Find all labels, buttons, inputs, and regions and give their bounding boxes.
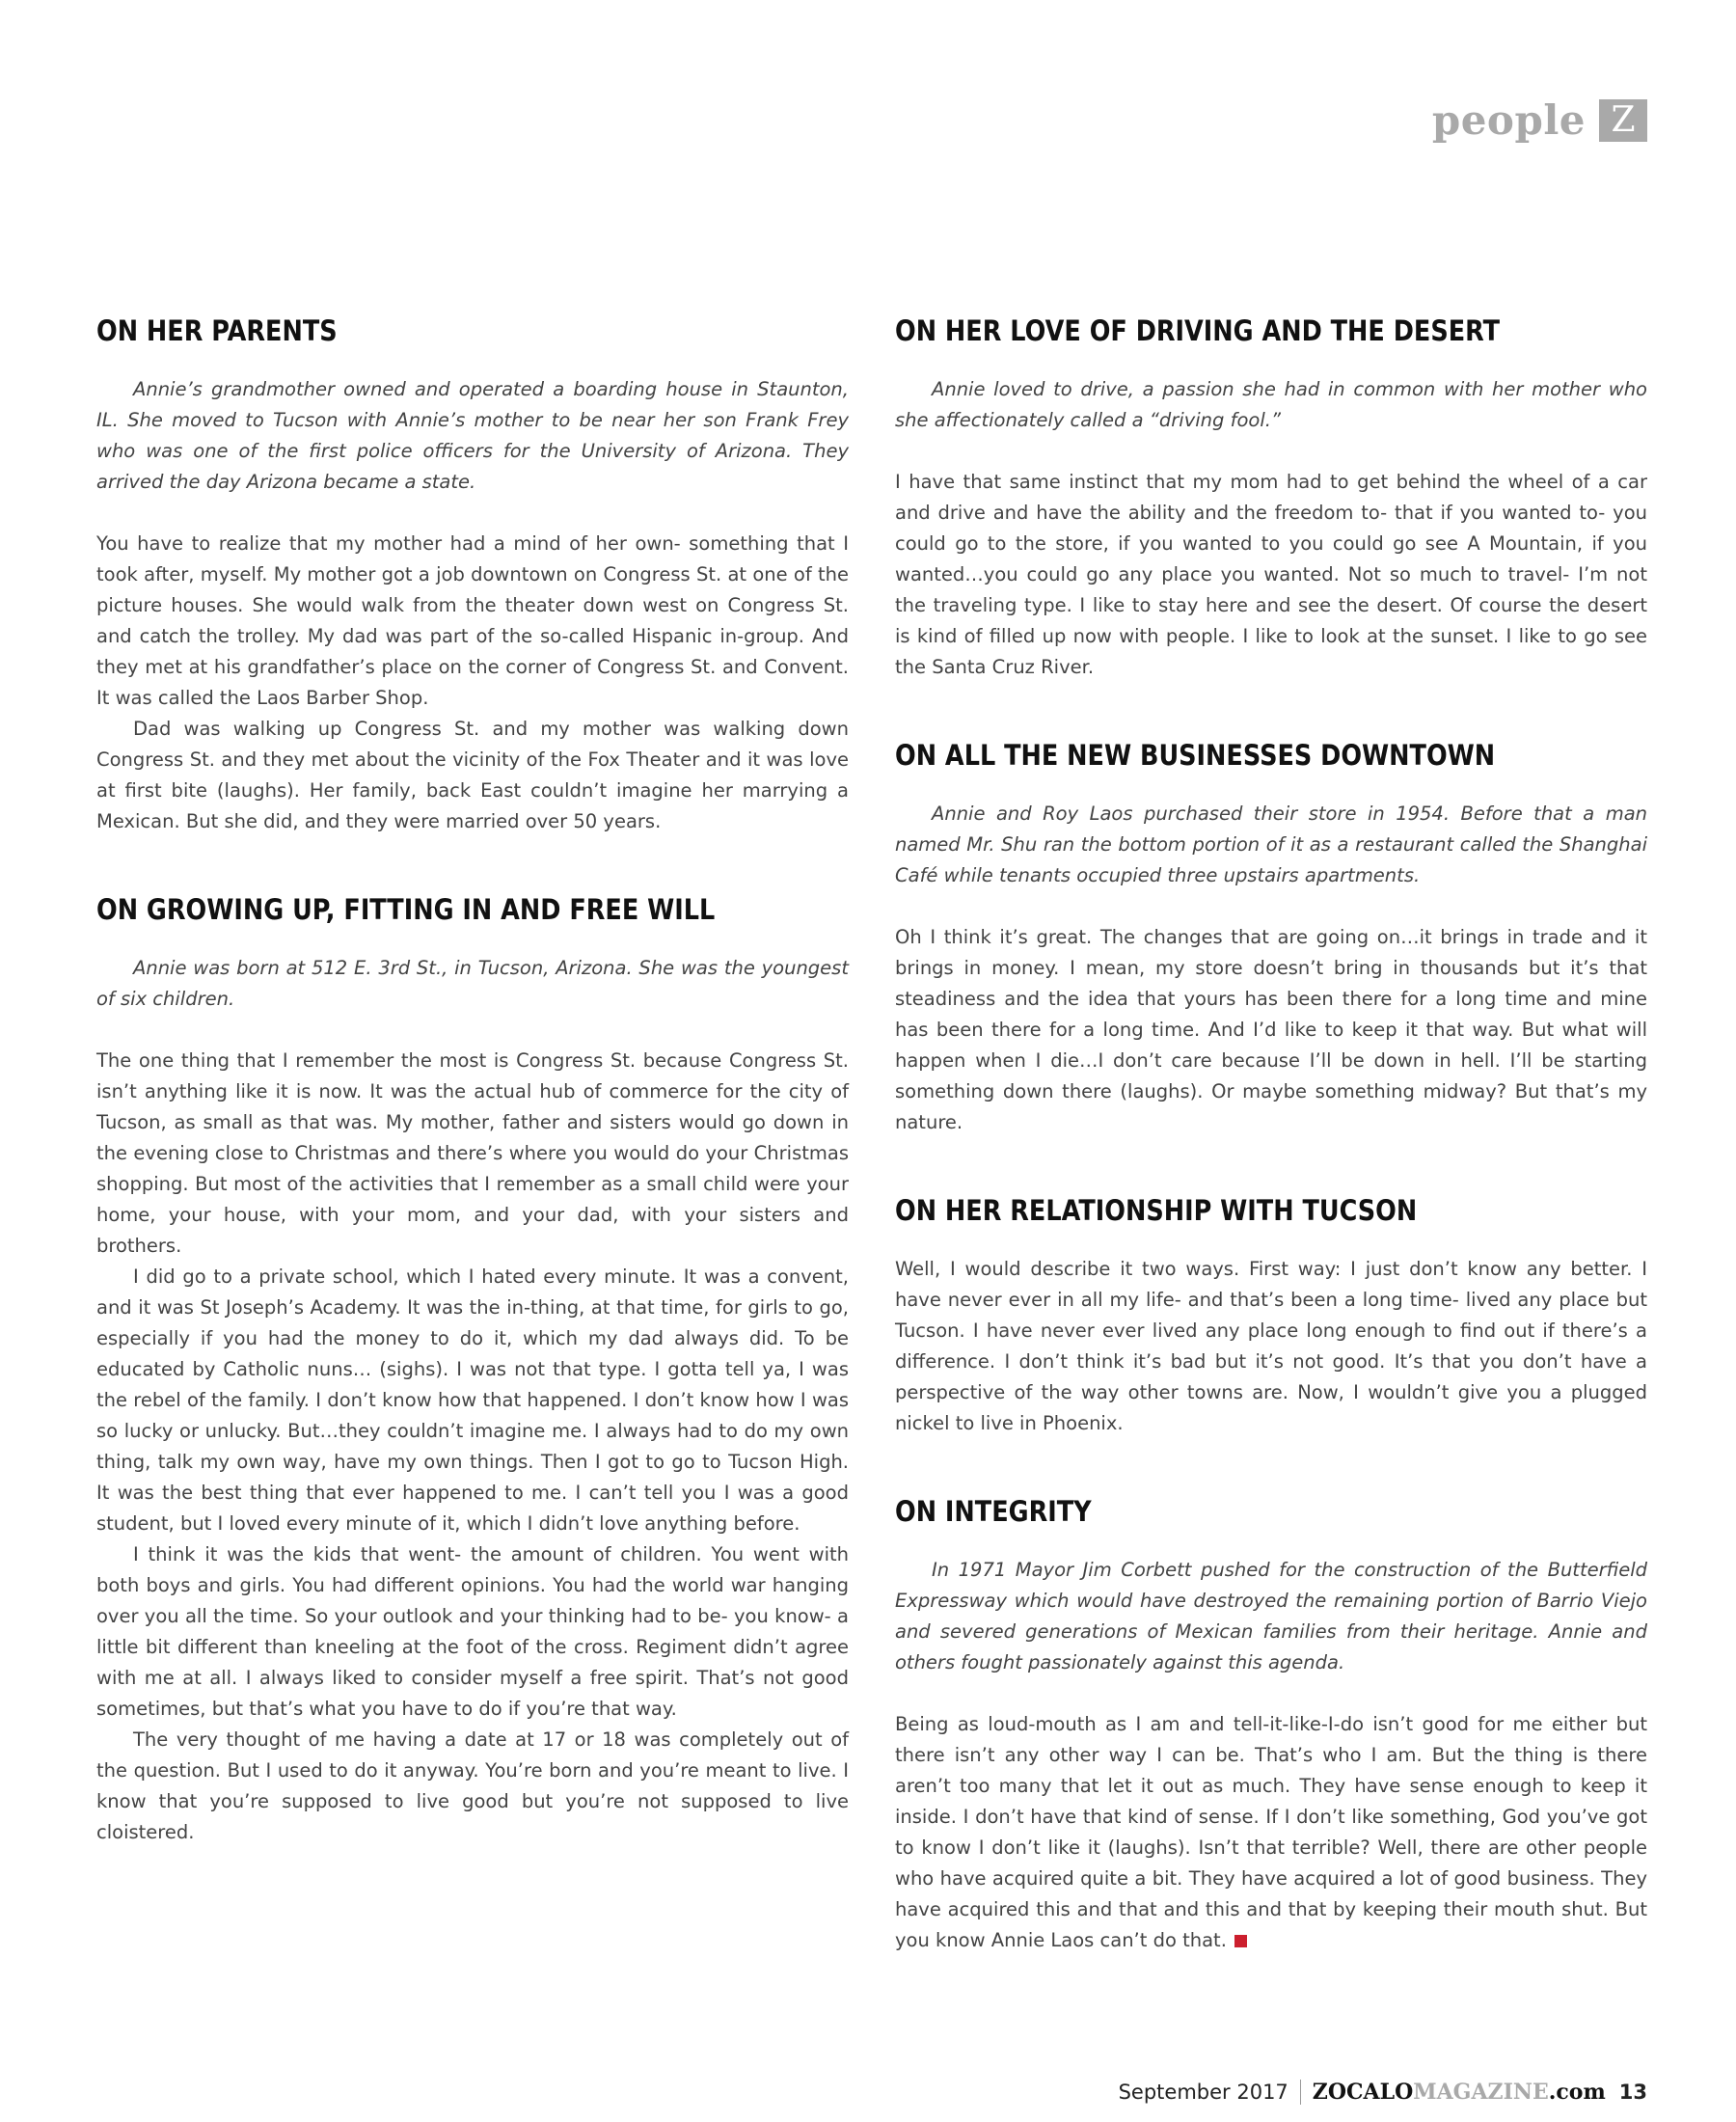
end-mark-icon	[1234, 1935, 1247, 1947]
footer-divider	[1300, 2080, 1301, 2105]
body-paragraph: You have to realize that my mother had a mind of her own- something that I took after, myself. My mother got a job downtown on Congress St. at one of the picture houses. She would walk from the theater down west on Congress St. and catch the trolley. My dad was part of the so-called Hispanic in-group. And they met at his grandfather’s place on the corner of Congress St. and Convent. It was called the Laos Barber Shop.	[96, 532, 849, 709]
section-kicker-label: people	[1431, 96, 1586, 144]
brand-magazine: MAGAZINE	[1413, 2080, 1549, 2105]
magazine-url	[1313, 2080, 1606, 2105]
body-paragraph: The one thing that I remember the most is Congress St. because Congress St. isn’t anything like it is now. It was the actual hub of commerce for the city of Tucson, as small as that was. My mother, father and sisters would go down in the evening close to Christmas and there’s where you would do your Christmas shopping. But most of the activities that I remember as a small child were your home, your house, with your mom, and your dad, with your sisters and brothers.	[96, 1049, 849, 1257]
right-column	[895, 314, 1647, 1956]
page-number: 13	[1618, 2081, 1647, 2104]
section-heading: ON HER PARENTS	[96, 314, 338, 347]
section-heading: ON ALL THE NEW BUSINESSES DOWNTOWN	[895, 739, 1496, 772]
left-column	[96, 314, 849, 1848]
body-paragraph: Well, I would describe it two ways. First way: I just don’t know any better. I have never ever in all my life- and that’s been a long time- lived any place but Tucson. I have never ever lived any place long enough to find out if there’s a difference. I don’t think it’s bad but it’s not good. It’s that you don’t have a perspective of the way other towns are. Now, I wouldn’t give you a plugged nickel to live in Phoenix.	[895, 1258, 1647, 1434]
section-intro: In 1971 Mayor Jim Corbett pushed for the construction of the Butterfield Expressway which would have destroyed the remaining portion of Barrio Viejo and severed generations of Mexican families from their heritage. Annie and others fought passionately against this agenda.	[895, 1559, 1647, 1673]
section-heading: ON HER RELATIONSHIP WITH TUCSON	[895, 1194, 1418, 1227]
body-paragraph: I have that same instinct that my mom had to get behind the wheel of a car and drive and have the ability and the freedom to- that if you wanted to- you could go to the store, if you wanted to you could go see A Mountain, if you wanted…you could go any place you wanted. Not so much to travel- I’m not the traveling type. I like to stay here and see the desert. Of course the desert is kind of filled up now with people. I like to look at the sunset. I like to go see the Santa Cruz River.	[895, 471, 1647, 678]
section-businesses	[895, 739, 1647, 1138]
section-tucson	[895, 1194, 1647, 1439]
body-paragraph: I think it was the kids that went- the amount of children. You went with both boys and girls. You had different opinions. You had the world war hanging over you all the time. So your outlook and your thinking had to be- you know- a little bit different than kneeling at the foot of the cross. Regiment didn’t agree with me at all. I always liked to consider myself a free spirit. That’s not good sometimes, but that’s what you have to do if you’re that way.	[96, 1543, 849, 1720]
body-paragraph: The very thought of me having a date at 17 or 18 was completely out of the question. But I used to do it anyway. You’re born and you’re meant to live. I know that you’re supposed to live good but you’re not supposed to live cloistered.	[96, 1728, 849, 1843]
section-heading: ON HER LOVE OF DRIVING AND THE DESERT	[895, 314, 1501, 347]
last-paragraph-text: Being as loud-mouth as I am and tell-it-like-I-do isn’t good for me either but there isn’t any other way I can be. That’s who I am. But the thing is there aren’t too many that let it out as much. They have sense enough to keep it inside. I don’t have that kind of sense. If I don’t like something, God you’ve got to know I don’t like it (laughs). Isn’t that terrible? Well, there are other people who have acquired quite a bit. They have acquired a lot of good business. They have acquired this and that and this and that by keeping their mouth shut. But you know Annie Laos can’t do that.	[895, 1713, 1647, 1951]
body-paragraph: Dad was walking up Congress St. and my mother was walking down Congress St. and they met about the vicinity of the Fox Theater and it was love at first bite (laughs). Her family, back East couldn’t imagine her marrying a Mexican. But she did, and they were married over 50 years.	[96, 718, 849, 832]
page-footer	[1119, 2080, 1647, 2105]
section-parents	[96, 314, 849, 837]
section-intro: Annie and Roy Laos purchased their store in 1954. Before that a man named Mr. Shu ran the bottom portion of it as a restaurant called the Shanghai Café while tenants occupied three upstairs apartments.	[895, 803, 1647, 886]
issue-date: September 2017	[1118, 2081, 1288, 2104]
brand-tld: .com	[1548, 2080, 1606, 2105]
section-heading: ON INTEGRITY	[895, 1495, 1092, 1528]
section-growing-up	[96, 893, 849, 1848]
section-heading: ON GROWING UP, FITTING IN AND FREE WILL	[96, 893, 716, 926]
section-intro: Annie’s grandmother owned and operated a boarding house in Staunton, IL. She moved to Tucson with Annie’s mother to be near her son Frank Frey who was one of the first police officers for the University of Arizona. They arrived the day Arizona became a state.	[96, 378, 849, 493]
z-logo-box: Z	[1599, 99, 1647, 142]
section-intro: Annie loved to drive, a passion she had in common with her mother who she affectionately called a “driving fool.”	[895, 378, 1647, 431]
section-integrity	[895, 1495, 1647, 1956]
section-kicker	[1432, 96, 1647, 144]
body-paragraph: I did go to a private school, which I hated every minute. It was a convent, and it was St Joseph’s Academy. It was the in-thing, at that time, for girls to go, especially if you had the money to do it, which my dad always did. To be educated by Catholic nuns… (sighs). I was not that type. I gotta tell ya, I was the rebel of the family. I don’t know how that happened. I don’t know how I was so lucky or unlucky. But…they couldn’t imagine me. I always had to do my own thing, talk my own way, have my own things. Then I got to go to Tucson High. It was the best thing that ever happened to me. I can’t tell you I was a good student, but I loved every minute of it, which I didn’t love anything before.	[96, 1265, 849, 1535]
last-paragraph	[895, 1709, 1647, 1956]
section-driving	[895, 314, 1647, 683]
brand-zocalo: ZOCALO	[1312, 2080, 1414, 2105]
body-paragraph: Oh I think it’s great. The changes that are going on…it brings in trade and it brings in money. I mean, my store doesn’t bring in thousands but it’s that steadiness and the idea that yours has been there for a long time and mine has been there for a long time. And I’d like to keep it that way. But what will happen when I die…I don’t care because I’ll be down in hell. I’ll be starting something down there (laughs). Or maybe something midway? But that’s my nature.	[895, 926, 1647, 1133]
section-intro: Annie was born at 512 E. 3rd St., in Tucson, Arizona. She was the youngest of six children.	[96, 957, 849, 1010]
